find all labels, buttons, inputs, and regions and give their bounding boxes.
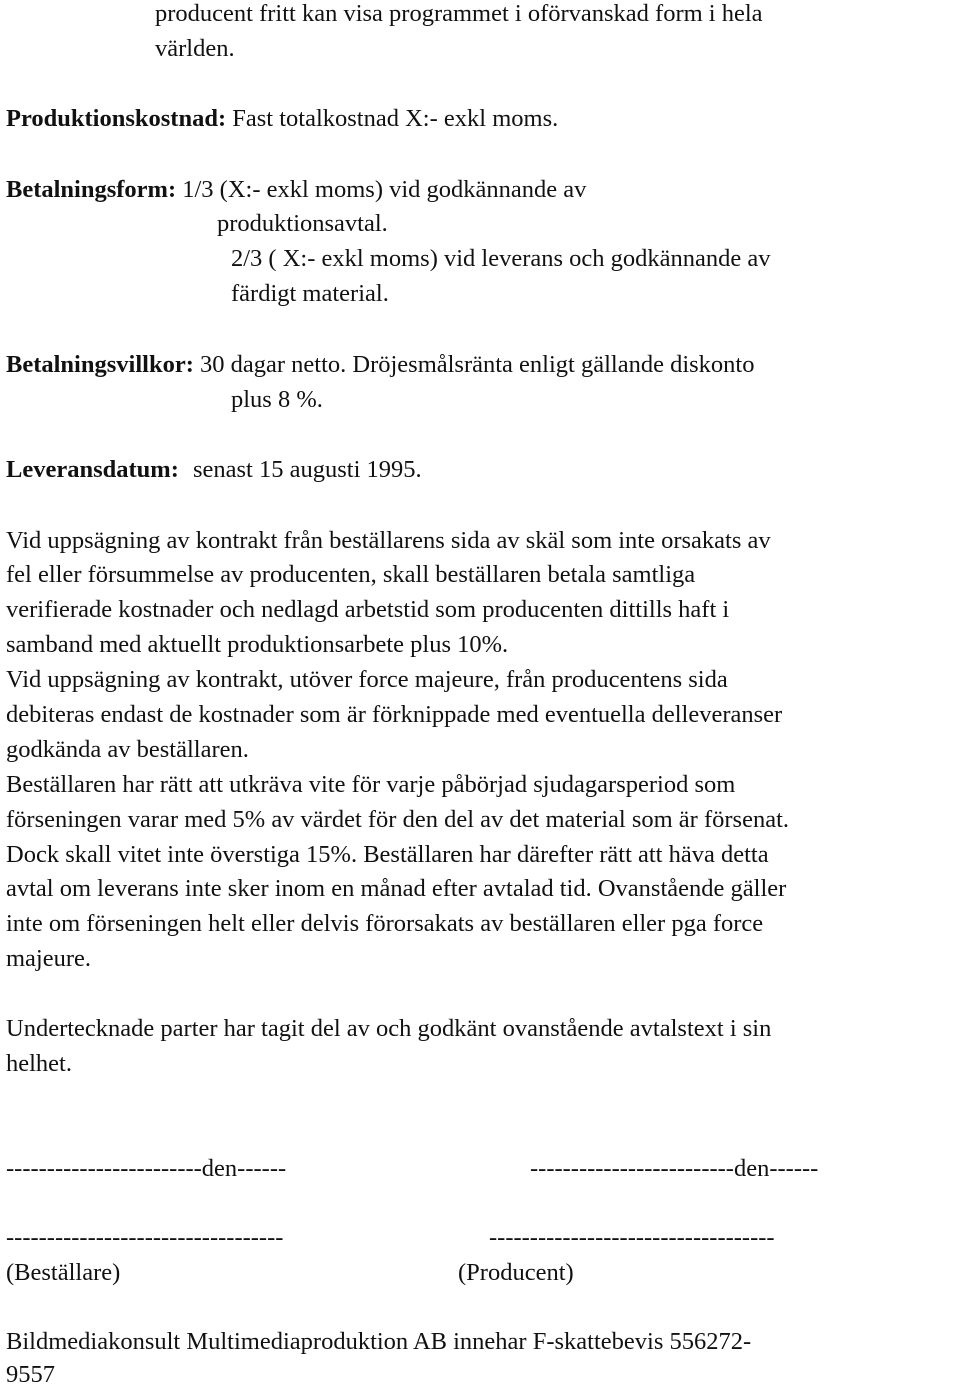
terms-p1-line-4: samband med aktuellt produktionsarbete plus 10%. bbox=[6, 631, 509, 658]
terms-p4-line-1: Undertecknade parter har tagit del av och godkänt ovanstående avtalstext i sin bbox=[6, 1015, 772, 1042]
footer-line-2: 9557 bbox=[6, 1361, 55, 1388]
betalningsform-label: Betalningsform: bbox=[6, 176, 177, 203]
terms-p3-line-2: förseningen varar med 5% av värdet för den del av det material som är försenat. bbox=[6, 806, 789, 833]
party-label-producent: (Producent) bbox=[458, 1259, 574, 1286]
terms-p2-line-1: Vid uppsägning av kontrakt, utöver force majeure, från producentens sida bbox=[6, 666, 728, 693]
betalningsform-line-3: 2/3 ( X:- exkl moms) vid leverans och godkännande av bbox=[231, 245, 771, 272]
terms-p1-line-3: verifierade kostnader och nedlagd arbetstid som producenten dittills haft i bbox=[6, 596, 730, 623]
terms-p3-line-1: Beställaren har rätt att utkräva vite för varje påbörjad sjudagarsperiod som bbox=[6, 771, 736, 798]
signature-line-left: ---------------------------------- bbox=[6, 1224, 284, 1251]
terms-p3-line-5: inte om förseningen helt eller delvis förorsakats av beställaren eller pga force bbox=[6, 910, 764, 937]
betalningsform-line-4: färdigt material. bbox=[231, 280, 389, 307]
betalningsform-line-2: produktionsavtal. bbox=[217, 210, 388, 237]
signature-line-right: ----------------------------------- bbox=[489, 1224, 775, 1251]
terms-p3-line-3: Dock skall vitet inte överstiga 15%. Beställaren har därefter rätt att häva detta bbox=[6, 841, 769, 868]
leveransdatum-row bbox=[6, 458, 422, 483]
terms-p3-line-4: avtal om leverans inte sker inom en månad efter avtalad tid. Ovanstående gäller bbox=[6, 875, 787, 902]
betalningsform-row bbox=[6, 178, 586, 203]
party-label-bestallare: (Beställare) bbox=[6, 1259, 121, 1286]
footer-line-1: Bildmediakonsult Multimediaproduktion AB innehar F-skattebevis 556272- bbox=[6, 1328, 752, 1355]
date-line-left: ------------------------den------ bbox=[6, 1155, 287, 1182]
betalningsvillkor-row bbox=[6, 353, 755, 378]
intro-line-2: världen. bbox=[155, 35, 235, 62]
leveransdatum-label: Leveransdatum: bbox=[6, 456, 179, 483]
betalningsvillkor-label: Betalningsvillkor: bbox=[6, 351, 194, 378]
betalningsvillkor-line-1: 30 dagar netto. Dröjesmålsränta enligt gällande diskonto bbox=[199, 351, 755, 378]
leveransdatum-value: senast 15 augusti 1995. bbox=[192, 456, 422, 483]
terms-p3-line-6: majeure. bbox=[6, 945, 92, 972]
terms-p1-line-2: fel eller försummelse av producenten, skall beställaren betala samtliga bbox=[6, 561, 696, 588]
terms-p4-line-2: helhet. bbox=[6, 1050, 72, 1077]
produktionskostnad-row bbox=[6, 107, 558, 132]
terms-p2-line-3: godkända av beställaren. bbox=[6, 736, 249, 763]
date-line-right: -------------------------den------ bbox=[530, 1155, 819, 1182]
terms-p2-line-2: debiteras endast de kostnader som är förknippade med eventuella delleveranser bbox=[6, 701, 783, 728]
terms-p1-line-1: Vid uppsägning av kontrakt från beställarens sida av skäl som inte orsakats av bbox=[6, 527, 771, 554]
betalningsvillkor-line-2: plus 8 %. bbox=[231, 386, 323, 413]
produktionskostnad-value: Fast totalkostnad X:- exkl moms. bbox=[232, 105, 559, 132]
produktionskostnad-label: Produktionskostnad: bbox=[6, 105, 227, 132]
betalningsform-line-1: 1/3 (X:- exkl moms) vid godkännande av bbox=[182, 176, 587, 203]
intro-line-1: producent fritt kan visa programmet i oförvanskad form i hela bbox=[155, 0, 763, 27]
